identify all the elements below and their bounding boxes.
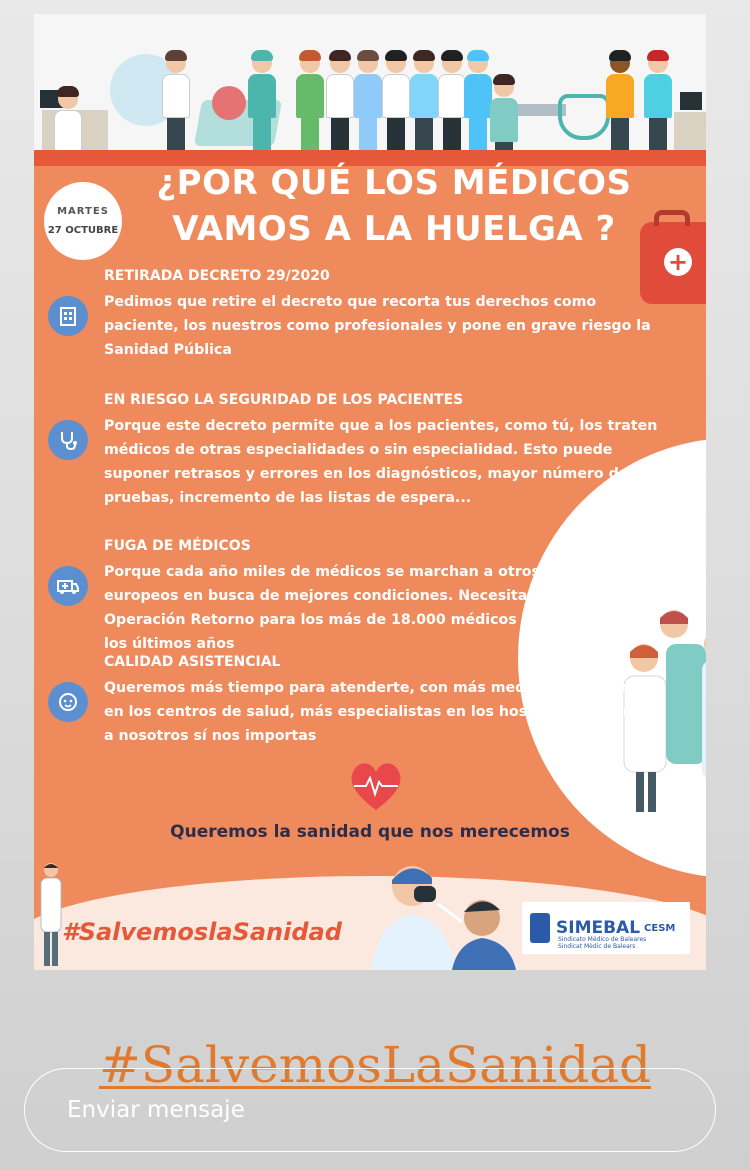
story-image-poster[interactable] (34, 14, 706, 970)
heart-pulse-icon (348, 760, 404, 812)
doctor-figure (54, 89, 82, 154)
logo-suffix: CESM (644, 922, 676, 934)
section-body: Queremos más tiempo para atenderte, con más medios, más médicos en los centros de salud, más especialistas en los hospitales... Porque a nosotros sí nos importas (104, 680, 663, 744)
poster-hashtag: #SalvemoslaSanidad (62, 918, 342, 946)
poster-slogan: Queremos la sanidad que nos merecemos (170, 822, 570, 842)
baby-face-icon (48, 682, 88, 722)
logo-subtitle: Sindicato Médico de Baleares Sindicat Mèdic de Balears (558, 936, 647, 950)
doctor-small-illustration (36, 860, 66, 970)
title-line-2: VAMOS A LA HUELGA ? (172, 209, 616, 249)
section-heading: EN RIESGO LA SEGURIDAD DE LOS PACIENTES (104, 392, 464, 408)
hero-illustration (34, 14, 706, 154)
poster-title (134, 160, 654, 252)
send-message-input[interactable] (24, 1068, 716, 1152)
hospital-icon (48, 296, 88, 336)
section-body: Pedimos que retire el decreto que recorta tus derechos como paciente, los nuestros como profesionales y pone en grave riesgo la Sanidad Pública (104, 294, 651, 358)
date-badge (44, 182, 122, 260)
section-body: Porque cada año miles de médicos se marchan a otros países europeos en busca de mejores condiciones. Necesitamos una Operación Retorno para los más de 18.000 médicos autoexiliados en los últimos años (104, 564, 654, 652)
stethoscope-icon (48, 420, 88, 460)
section-heading: FUGA DE MÉDICOS (104, 538, 251, 554)
section-body: Porque este decreto permite que a los pacientes, como tú, los traten médicos de otras especialidades o sin especialidad. Esto puede suponer retrasos y errores en los diagnósticos, mayor número de pruebas, incremento de las listas de espera... (104, 418, 658, 506)
title-line-1: ¿POR QUÉ LOS MÉDICOS (156, 163, 632, 203)
section-heading: RETIRADA DECRETO 29/2020 (104, 268, 330, 284)
date-day: MARTES (57, 206, 109, 217)
section-heading: CALIDAD ASISTENCIAL (104, 654, 281, 670)
hashtag-sticker[interactable]: #SalvemosLaSanidad (98, 1036, 652, 1094)
first-aid-kit-icon: + (640, 222, 706, 304)
ambulance-icon (48, 566, 88, 606)
logo-name: SIMEBAL (556, 918, 641, 938)
simebal-logo (522, 902, 690, 954)
test-swab-illustration (352, 852, 522, 970)
date-month: 27 OCTUBRE (47, 225, 119, 236)
